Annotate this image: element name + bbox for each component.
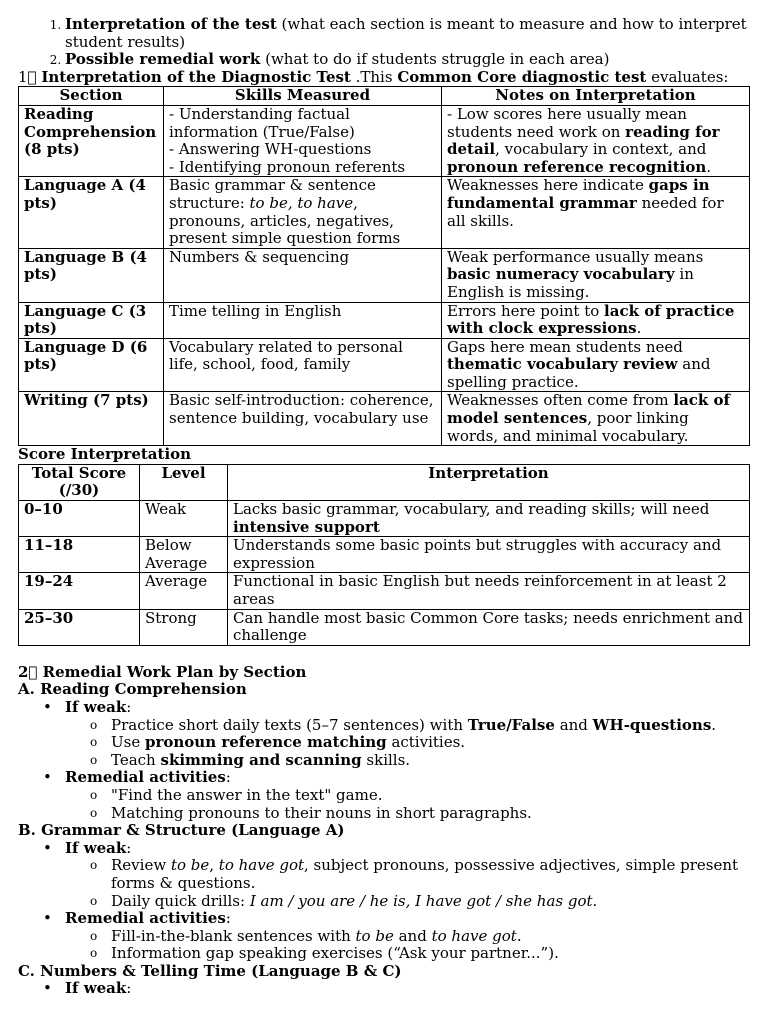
sub-item: o Use pronoun reference matching activities. [111,734,750,752]
skills-cell: Basic grammar & sentence structure: to be, to have, pronouns, articles, negatives, present simple question forms [164,177,442,248]
notes-cell: Weaknesses here indicate gaps in fundamental grammar needed for all skills. [442,177,750,248]
intro-item: 2. Possible remedial work (what to do if students struggle in each area) [65,51,750,69]
bullet-list [18,980,750,998]
bullet-item: • Remedial activities: o "Find the answer in the text" game. o Matching pronouns to their nouns in short paragraphs. [65,769,750,822]
header-total-score: Total Score (/30) [19,464,140,500]
table-row [19,537,750,573]
section-cell: Writing (7 pts) [19,392,164,446]
table-row [19,177,750,248]
score-cell: 19–24 [19,573,140,609]
section-cell: Language C (3 pts) [19,302,164,338]
intro-item: 1. Interpretation of the test (what each section is meant to measure and how to interpret student results) [65,16,750,51]
score-cell: 11–18 [19,537,140,573]
subsection-heading: C. Numbers & Telling Time (Language B & C) [18,961,402,980]
section-cell: Reading Comprehension (8 pts) [19,105,164,176]
table-row [19,302,750,338]
table-row [19,609,750,645]
section-cell: Language A (4 pts) [19,177,164,248]
intro-list [18,16,750,69]
sub-item: o Review to be, to have got, subject pronouns, possessive adjectives, simple present forms & questions. [111,857,750,892]
sub-list [65,928,750,963]
table-row [19,501,750,537]
section1-connector: .This [350,67,398,86]
header-skills: Skills Measured [164,87,442,106]
table-row [19,392,750,446]
section1-end: evaluates: [646,67,729,86]
level-cell: Below Average [140,537,228,573]
subsection-heading: A. Reading Comprehension [18,680,247,699]
sub-list [65,857,750,910]
table-row [19,248,750,302]
skills-cell: Basic self-introduction: coherence, sentence building, vocabulary use [164,392,442,446]
skills-cell: Numbers & sequencing [164,248,442,302]
section1-heading [18,69,750,87]
header-section: Section [19,87,164,106]
header-interpretation: Interpretation [228,464,750,500]
skills-cell: Vocabulary related to personal life, school, food, family [164,338,442,392]
score-table [18,464,750,646]
skills-cell: - Understanding factual information (True/False) - Answering WH-questions - Identifying pronoun referents [164,105,442,176]
score-cell: 25–30 [19,609,140,645]
score-interpretation-title: Score Interpretation [18,445,192,464]
section-cell: Language D (6 pts) [19,338,164,392]
bullet-item: • If weak: o Practice short daily texts (5–7 sentences) with True/False and WH-questions. o Use pronoun reference matching activities. o Teach skimming and scanning skills. [65,699,750,769]
notes-cell: Weaknesses often come from lack of model sentences, poor linking words, and minimal vocabulary. [442,392,750,446]
skills-table-header [19,87,750,106]
section1-number: 1⃣ [18,67,42,86]
skills-table [18,86,750,446]
subsection-heading: B. Grammar & Structure (Language A) [18,821,345,840]
sub-item: o Information gap speaking exercises (“Ask your partner...”). [111,945,750,963]
level-cell: Weak [140,501,228,537]
notes-cell: - Low scores here usually mean students need work on reading for detail, vocabulary in context, and pronoun reference recognition. [442,105,750,176]
interpretation-cell: Can handle most basic Common Core tasks; needs enrichment and challenge [228,609,750,645]
sub-list [65,787,750,822]
table-row [19,105,750,176]
interpretation-cell: Lacks basic grammar, vocabulary, and reading skills; will need intensive support [228,501,750,537]
sub-item: o Fill-in-the-blank sentences with to be and to have got. [111,928,750,946]
header-notes: Notes on Interpretation [442,87,750,106]
remedial-plan [18,681,750,998]
section1-test-name: Common Core diagnostic test [397,67,647,86]
interpretation-cell: Functional in basic English but needs reinforcement in at least 2 areas [228,573,750,609]
table-row [19,573,750,609]
skills-cell: Time telling in English [164,302,442,338]
sub-item: o Practice short daily texts (5–7 sentences) with True/False and WH-questions. [111,717,750,735]
notes-cell: Gaps here mean students need thematic vocabulary review and spelling practice. [442,338,750,392]
sub-item: o Teach skimming and scanning skills. [111,752,750,770]
bullet-list [18,699,750,822]
table-row [19,338,750,392]
notes-cell: Errors here point to lack of practice with clock expressions. [442,302,750,338]
header-level: Level [140,464,228,500]
section2-title: 2⃣ Remedial Work Plan by Section [18,662,307,681]
bullet-list [18,840,750,963]
section-cell: Language B (4 pts) [19,248,164,302]
section1-title: Interpretation of the Diagnostic Test [41,67,351,86]
bullet-item: • Remedial activities: o Fill-in-the-blank sentences with to be and to have got. o Information gap speaking exercises (“Ask your partner...”). [65,910,750,963]
interpretation-cell: Understands some basic points but struggles with accuracy and expression [228,537,750,573]
sub-item: o Matching pronouns to their nouns in short paragraphs. [111,805,750,823]
bullet-item: • If weak: [65,980,750,998]
bullet-item: • If weak: o Review to be, to have got, subject pronouns, possessive adjectives, simple present forms & questions. o Daily quick drills: I am / you are / he is, I have got / she has got. [65,840,750,910]
sub-item: o "Find the answer in the text" game. [111,787,750,805]
score-cell: 0–10 [19,501,140,537]
notes-cell: Weak performance usually means basic numeracy vocabulary in English is missing. [442,248,750,302]
level-cell: Strong [140,609,228,645]
sub-list [65,717,750,770]
level-cell: Average [140,573,228,609]
sub-item: o Daily quick drills: I am / you are / he is, I have got / she has got. [111,893,750,911]
score-table-header [19,464,750,500]
